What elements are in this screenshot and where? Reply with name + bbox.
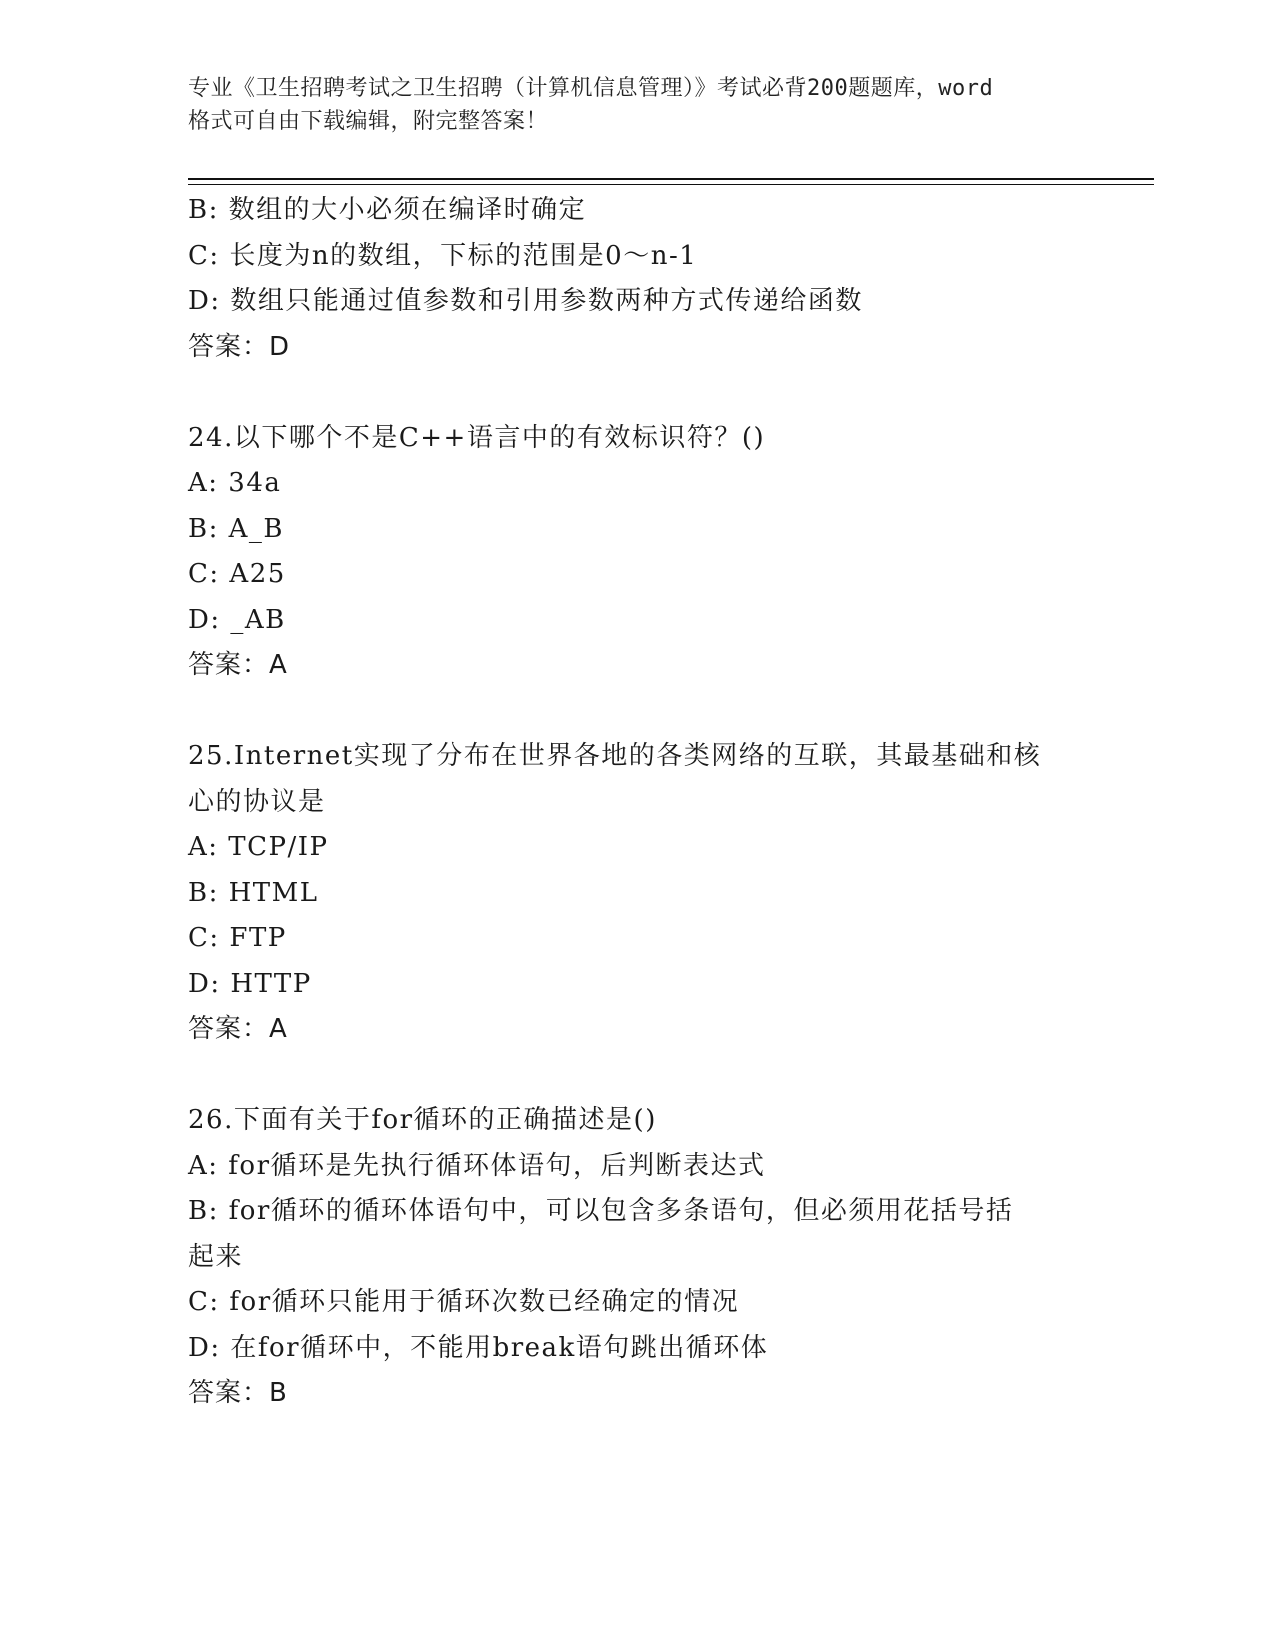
spacer — [188, 689, 1088, 735]
header-divider-thin — [188, 184, 1154, 185]
question-text: 26.下面有关于for循环的正确描述是() — [188, 1105, 657, 1135]
option-b: B: A_B — [188, 513, 285, 544]
option-a: A: for循环是先执行循环体语句，后判断表达式 — [188, 1150, 766, 1181]
question-text: 24.以下哪个不是C++语言中的有效标识符？() — [188, 422, 766, 453]
answer: 答案：A — [188, 650, 288, 680]
option-d: D: 数组只能通过值参数和引用参数两种方式传递给函数 — [188, 286, 863, 316]
header-divider-thick — [188, 178, 1154, 180]
header-line-2: 格式可自由下载编辑，附完整答案！ — [188, 109, 549, 134]
answer: 答案：B — [188, 1378, 288, 1408]
question-23 — [188, 188, 1088, 370]
option-a: A: TCP/IP — [188, 832, 329, 862]
header-line-1: 专业《卫生招聘考试之卫生招聘（计算机信息管理）》考试必背200题题库，word — [188, 76, 994, 101]
option-a: A: 34a — [188, 468, 282, 498]
option-d: D: _AB — [188, 604, 286, 635]
option-b: B: HTML — [188, 877, 319, 908]
option-d: D: HTTP — [188, 968, 312, 999]
question-text-line-1: 25.Internet实现了分布在世界各地的各类网络的互联，其最基础和核 — [188, 741, 1042, 771]
spacer — [188, 1053, 1088, 1099]
question-25 — [188, 734, 1088, 1053]
option-c: C: 长度为n的数组，下标的范围是0～n-1 — [188, 240, 698, 271]
spacer — [188, 370, 1088, 416]
option-d: D: 在for循环中，不能用break语句跳出循环体 — [188, 1332, 769, 1363]
question-26 — [188, 1098, 1088, 1417]
document-header — [188, 72, 1088, 138]
question-list — [188, 188, 1088, 1417]
option-b-line-1: B: for循环的循环体语句中，可以包含多条语句，但必须用花括号括 — [188, 1196, 1014, 1226]
question-24 — [188, 416, 1088, 689]
option-b-line-2: 起来 — [188, 1241, 244, 1272]
option-c: C: A25 — [188, 559, 286, 589]
option-c: C: for循环只能用于循环次数已经确定的情况 — [188, 1287, 740, 1317]
question-text-line-2: 心的协议是 — [188, 786, 326, 817]
answer: 答案：A — [188, 1014, 288, 1044]
option-b: B: 数组的大小必须在编译时确定 — [188, 195, 587, 225]
option-c: C: FTP — [188, 923, 287, 953]
answer: 答案：D — [188, 331, 291, 362]
